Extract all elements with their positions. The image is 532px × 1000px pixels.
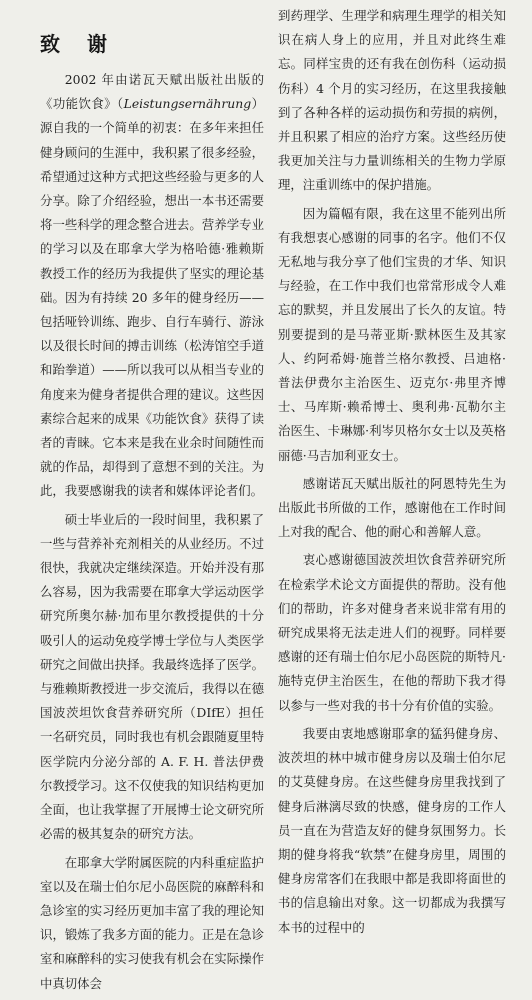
- right-column: [278, 4, 506, 944]
- paragraph: 我要由衷地感谢耶拿的猛犸健身房、波茨坦的林中城市健身房以及瑞士伯尔尼的艾莫健身房。在这些健身房里我找到了健身后淋漓尽致的快感，健身房的工作人员一直在为营造友好的健身氛围努力。长期的健身将我“软禁”在健身房里，周围的健身房常客们在我眼中都是我即将面世的书的信息输出对象。这一切都成为我撰写本书的过程中的: [278, 725, 506, 935]
- page-title: 致 谢: [40, 32, 117, 56]
- book-title-italic: Leistungsernährung: [123, 96, 252, 112]
- paragraph-continued: 到药理学、生理学和病理生理学的相关知识在病人身上的应用，并且对此终生难忘。同样宝贵的还有我在创伤科（运动损伤科）4 个月的实习经历，在这里我接触到了各种各样的运动损伤和劳损的病例，并且积累了相应的治疗方案。这些经历使我更加关注与力量训练相关的生物力学原理，注重训练中的保护措施。: [278, 8, 506, 193]
- left-column: [40, 68, 264, 1000]
- paragraph: 因为篇幅有限，我在这里不能列出所有我想衷心感谢的同事的名字。他们不仅无私地与我分享了他们宝贵的才华、知识与经验，在工作中我们也常常形成令人难忘的默契，并且发展出了长久的友谊。特别要提到的是马蒂亚斯·默林医生及其家人、约阿希姆·施普兰格尔教授、吕迪格·普法伊费尔主治医生、迈克尔·弗里齐博士、马库斯·赖希博士、奥利弗·瓦勒尔主治医生、卡琳娜·利岑贝格尔女士以及英格丽德·马吉加利亚女士。: [278, 205, 506, 463]
- paragraph: 衷心感谢德国波茨坦饮食营养研究所在检索学术论文方面提供的帮助。没有他们的帮助，许多对健身者来说非常有用的研究成果将无法走进人们的视野。同样要感谢的还有瑞士伯尔尼小岛医院的斯特凡·施特克伊主治医生，在他的帮助下我才得以参与一些对我的书十分有价值的实验。: [278, 552, 506, 713]
- paragraph: 在耶拿大学附属医院的内科重症监护室以及在瑞士伯尔尼小岛医院的麻醉科和急诊室的实习经历更加丰富了我的理论知识，锻炼了我多方面的能力。正是在急诊室和麻醉科的实习使我有机会在实际操作中真切体会: [40, 854, 264, 991]
- paragraph: 2002 年由诺瓦天赋出版社出版的《功能饮食》（Leistungsernährung）源自我的一个简单的初衷：在多年来担任健身顾问的生涯中，我积累了很多经验，希望通过这种方式把这些经验与更多的人分享。除了介绍经验，想出一本书还需要将一些科学的理念整合进去。营养学专业的学习以及在耶拿大学为格哈德·雅赖斯教授工作的经历为我提供了坚实的理论基础。因为有持续 20 多年的健身经历——包括哑铃训练、跑步、自行车骑行、游泳以及很长时间的搏击训练（松涛馆空手道和跆拳道）——所以我可以从相当专业的角度来为健身者提供合理的建议。这些因素综合起来的成果《功能饮食》获得了读者的青睐。它本来是我在业余时间随性而就的作品，却得到了意想不到的关注。为此，我要感谢我的读者和媒体评论者们。: [40, 72, 264, 499]
- paragraph: 感谢诺瓦天赋出版社的阿恩特先生为出版此书所做的工作，感谢他在工作时间上对我的配合、他的耐心和善解人意。: [278, 475, 506, 540]
- paragraph: 硕士毕业后的一段时间里，我积累了一些与营养补充剂相关的从业经历。不过很快，我就决定继续深造。开始并没有那么容易，因为我需要在耶拿大学运动医学研究所奥尔赫·加布里尔教授提供的十分吸引人的运动免疫学博士学位与人类医学研究之间做出抉择。我最终选择了医学。与雅赖斯教授进一步交流后，我得以在德国波茨坦饮食营养研究所（DIfE）担任一名研究员，同时我也有机会跟随夏里特医学院内分泌分部的 A. F. H. 普法伊费尔教授学习。这不仅使我的知识结构更加全面，也让我掌握了开展博士论文研究所必需的极其复杂的研究方法。: [40, 511, 264, 842]
